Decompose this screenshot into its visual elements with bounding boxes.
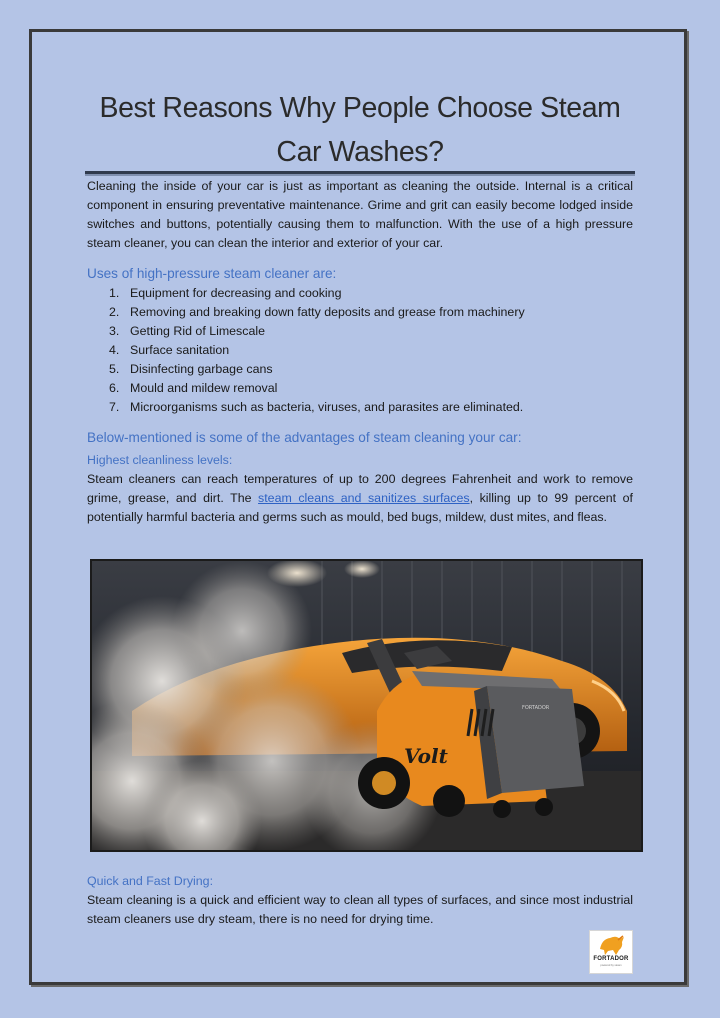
steam-cleaner-photo [90, 559, 643, 852]
highest-cleanliness-heading: Highest cleanliness levels: [87, 453, 233, 467]
intro-paragraph: Cleaning the inside of your car is just as important as cleaning the outside. Internal is a critical component in ensuring preventative maintenance. Grime and grit can easily become lodged inside switches and buttons, potentially causing them to malfunction. With the use of a high pressure steam cleaner, you can clean the interior and exterior of your car. [87, 179, 633, 250]
list-number: 3. [109, 324, 120, 338]
list-item [87, 303, 633, 322]
list-number: 1. [109, 286, 120, 300]
paragraph-text: Steam cleaners can reach temperatures of up to 200 degrees Fahrenheit and work to remove grime, grease, and dirt. The [87, 472, 633, 505]
page-title: Best Reasons Why People Choose Steam Car Washes? [99, 92, 621, 168]
list-item [87, 284, 633, 303]
steam-cleans-link[interactable]: steam cleans and sanitizes surfaces [258, 491, 470, 505]
list-number: 4. [109, 343, 120, 357]
logo-name: FORTADOR [593, 956, 629, 962]
list-text: Microorganisms such as bacteria, viruses, and parasites are eliminated. [130, 400, 524, 414]
list-item [87, 341, 633, 360]
list-number: 6. [109, 381, 120, 395]
list-text: Removing and breaking down fatty deposits and grease from machinery [130, 305, 525, 319]
list-number: 7. [109, 400, 120, 414]
quick-drying-paragraph: Steam cleaning is a quick and efficient way to clean all types of surfaces, and since most industrial steam cleaners use dry steam, there is no need for drying time. [87, 893, 633, 926]
list-item [87, 379, 633, 398]
fortador-logo [589, 930, 633, 974]
list-text: Equipment for decreasing and cooking [130, 286, 342, 300]
paragraph-text: , killing up to 99 percent of potentially harmful bacteria and germs such as mould, bed bugs, mildew, dust mites, and fleas. [87, 491, 633, 524]
list-number: 2. [109, 305, 120, 319]
list-item [87, 322, 633, 341]
title-divider [85, 171, 635, 174]
uses-heading: Uses of high-pressure steam cleaner are: [87, 266, 337, 281]
photo-illustration [92, 561, 641, 850]
list-text: Disinfecting garbage cans [130, 362, 273, 376]
advantages-heading: Below-mentioned is some of the advantages of steam cleaning your car: [87, 430, 522, 445]
list-number: 5. [109, 362, 120, 376]
list-text: Surface sanitation [130, 343, 230, 357]
bull-logo-icon [590, 931, 632, 959]
quick-drying-heading: Quick and Fast Drying: [87, 874, 214, 888]
list-text: Getting Rid of Limescale [130, 324, 265, 338]
list-item [87, 360, 633, 379]
uses-list [87, 284, 633, 417]
highest-cleanliness-paragraph [87, 470, 633, 527]
list-item [87, 398, 633, 417]
machine-badge-label: FORTADOR [522, 705, 550, 711]
logo-tagline: powered by steam [600, 964, 622, 967]
machine-brand-label: Volt [404, 744, 448, 768]
list-text: Mould and mildew removal [130, 381, 278, 395]
